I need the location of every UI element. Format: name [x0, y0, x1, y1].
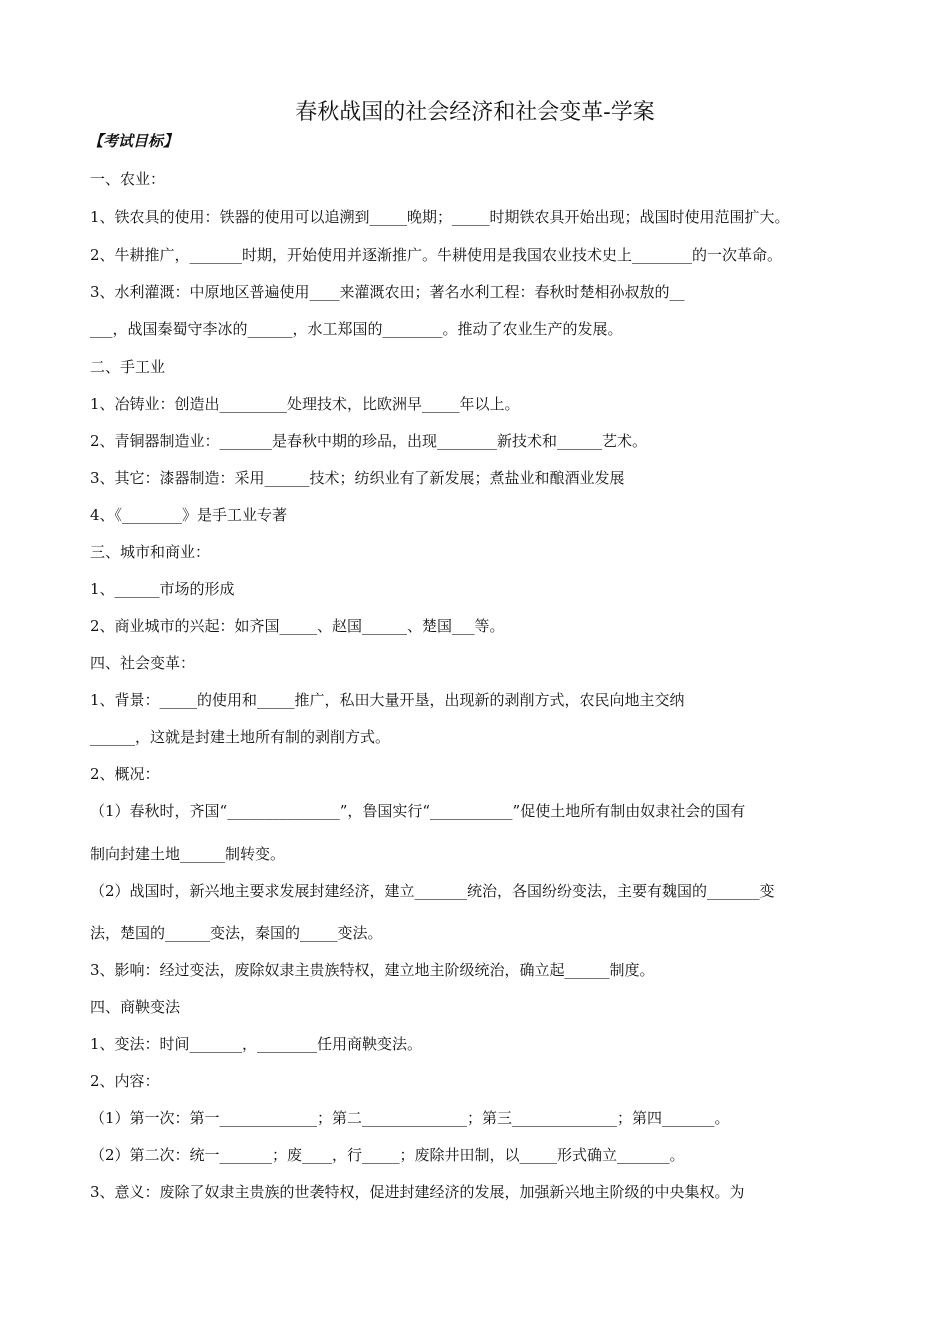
- page-title: 春秋战国的社会经济和社会变革-学案: [295, 100, 655, 125]
- text-line: 2、牛耕推广，_______时期，开始使用并逐渐推广。牛耕使用是我国农业技术史上________的一次革命。: [90, 246, 783, 264]
- text-line: （1）第一次：第一_____________；第二______________；第三______________；第四_______。: [90, 1109, 730, 1127]
- text-line: （2）第二次：统一_______；废____，行_____；废除井田制，以_____形式确立_______。: [90, 1146, 685, 1164]
- text-line: 法，楚国的______变法，秦国的_____变法。: [90, 924, 383, 942]
- text-line: 1、冶铸业：创造出_________处理技术，比欧洲早_____年以上。: [90, 395, 520, 413]
- text-line: 3、水利灌溉：中原地区普遍使用____来灌溉农田；著名水利工程：春秋时楚相孙叔敖的__: [90, 283, 685, 301]
- section-heading-shang-yang: 四、商鞅变法: [90, 998, 181, 1016]
- text-line: 1、背景：_____的使用和_____推广，私田大量开垦，出现新的剥削方式，农民向地主交纳: [90, 691, 685, 709]
- text-line: ______，这就是封建土地所有制的剥削方式。: [90, 728, 391, 746]
- text-line: 1、铁农具的使用：铁器的使用可以追溯到_____晚期；_____时期铁农具开始出现；战国时使用范围扩大。: [90, 208, 790, 226]
- text-line: （1）春秋时，齐国“_______________”，鲁国实行“___________”促使土地所有制由奴隶社会的国有: [90, 802, 746, 820]
- section-heading-city-commerce: 三、城市和商业：: [90, 543, 211, 561]
- text-line: 2、概况：: [90, 765, 160, 783]
- text-line: 2、商业城市的兴起：如齐国_____、赵国______、楚国___等。: [90, 617, 505, 635]
- text-line: 4、《________》是手工业专著: [90, 506, 288, 524]
- section-heading-social-change: 四、社会变革：: [90, 654, 196, 672]
- text-line: ___，战国秦蜀守李冰的______，水工郑国的________。推动了农业生产的发展。: [90, 320, 623, 338]
- text-line: 3、影响：经过变法，废除奴隶主贵族特权，建立地主阶级统治，确立起______制度。: [90, 961, 655, 979]
- text-line: 3、其它：漆器制造：采用______技术；纺织业有了新发展；煮盐业和酿酒业发展: [90, 469, 625, 487]
- exam-objectives-heading: 【考试目标】: [88, 132, 179, 150]
- text-line: 制向封建土地______制转变。: [90, 845, 286, 863]
- section-heading-handicraft: 二、手工业: [90, 358, 166, 376]
- text-line: 2、青铜器制造业：_______是春秋中期的珍品，出现________新技术和______艺术。: [90, 432, 648, 450]
- text-line: 2、内容：: [90, 1072, 160, 1090]
- text-line: 3、意义：废除了奴隶主贵族的世袭特权，促进封建经济的发展，加强新兴地主阶级的中央集权。为: [90, 1183, 745, 1201]
- text-line: 1、变法：时间_______，________任用商鞅变法。: [90, 1035, 423, 1053]
- section-heading-agriculture: 一、农业：: [90, 170, 166, 188]
- text-line: （2）战国时，新兴地主要求发展封建经济，建立_______统治，各国纷纷变法，主要有魏国的_______变: [90, 882, 775, 900]
- text-line: 1、______市场的形成: [90, 580, 235, 598]
